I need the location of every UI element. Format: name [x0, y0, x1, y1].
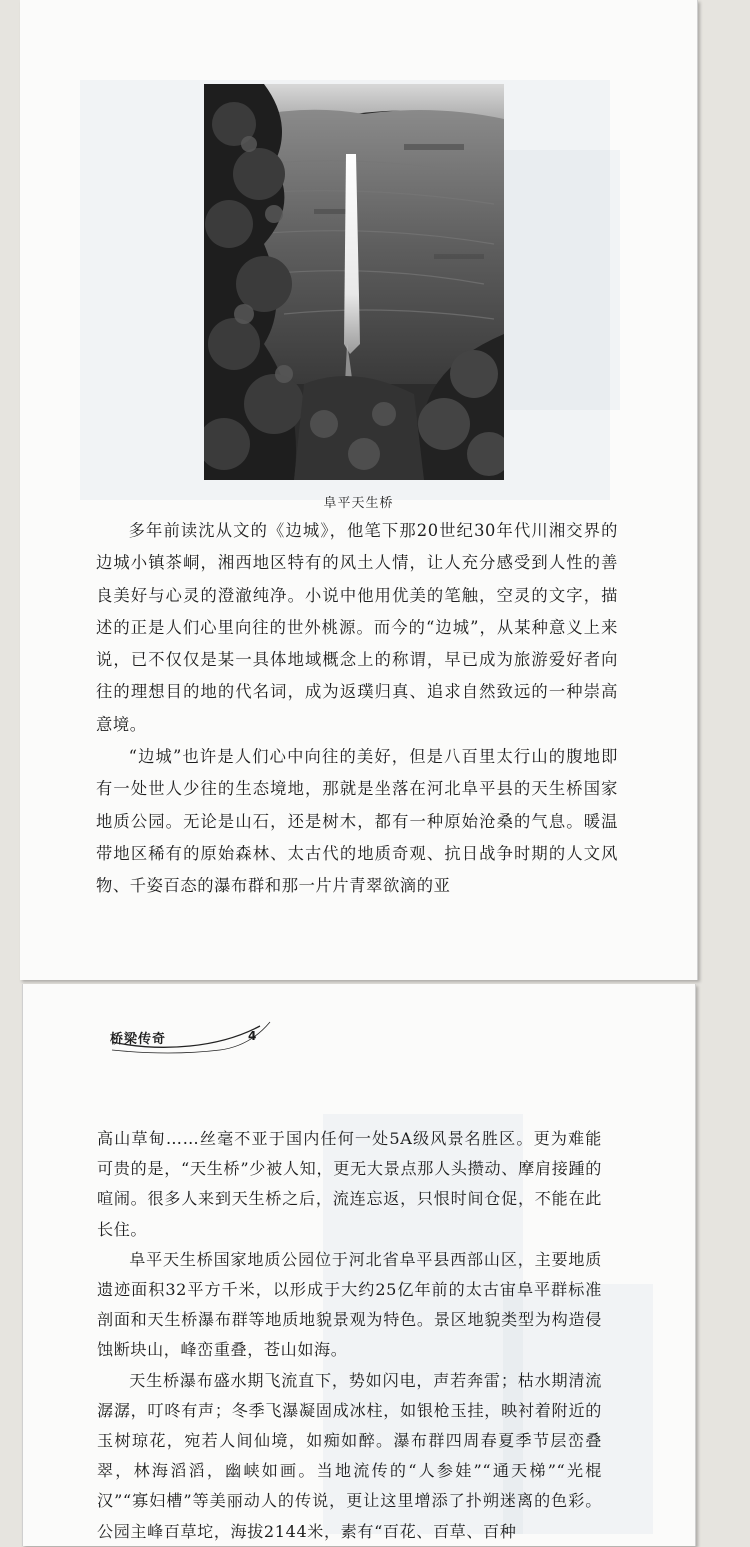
waterfall-photo	[204, 84, 504, 480]
photo-caption: 阜平天生桥	[323, 496, 394, 511]
paragraph: 高山草甸……丝毫不亚于国内任何一处5A级风景名胜区。更为难能可贵的是，“天生桥”少被人知，更无大景点那人头攒动、摩肩接踵的喧闹。很多人来到天生桥之后，流连忘返，只恨时间仓促，不能在此长住。	[97, 1129, 602, 1239]
running-header	[110, 1020, 330, 1056]
book-page-top	[20, 0, 698, 980]
running-title: 桥梁传奇	[110, 1032, 167, 1047]
paragraph: 阜平天生桥国家地质公园位于河北省阜平县西部山区，主要地质遗迹面积32平方千米，以形成于大约25亿年前的太古宙阜平群标准剖面和天生桥瀑布群等地质地貌景观为特色。景区地貌类型为构造侵蚀断块山，峰峦重叠，苍山如海。	[97, 1249, 602, 1360]
body-text-top	[96, 515, 618, 903]
paragraph: 天生桥瀑布盛水期飞流直下，势如闪电，声若奔雷；枯水期清流潺潺，叮咚有声；冬季飞瀑凝固成冰柱，如银枪玉挂，映衬着附近的玉树琼花，宛若人间仙境，如痴如醉。瀑布群四周春夏季节层峦叠翠，林海滔滔，幽峡如画。当地流传的“人参娃”“通天梯”“光棍汉”“寡妇槽”等美丽动人的传说，更让这里增添了扑朔迷离的色彩。公园主峰百草坨，海拔2144米，素有“百花、百草、百种	[97, 1370, 602, 1541]
page-number: 4	[248, 1029, 257, 1043]
paragraph: 多年前读沈从文的《边城》，他笔下那20世纪30年代川湘交界的边城小镇茶峒，湘西地区特有的风土人情，让人充分感受到人性的善良美好与心灵的澄澈纯净。小说中他用优美的笔触，空灵的文字，描述的正是人们心里向往的世外桃源。而今的“边城”，从某种意义上来说，已不仅仅是某一具体地域概念上的称谓，早已成为旅游爱好者向往的理想目的地的代名词，成为返璞归真、追求自然致远的一种崇高意境。	[96, 521, 618, 734]
body-text-bottom	[97, 1124, 602, 1547]
paragraph: “边城”也许是人们心中向往的美好，但是八百里太行山的腹地即有一处世人少往的生态境地，那就是坐落在河北阜平县的天生桥国家地质公园。无论是山石，还是树木，都有一种原始沧桑的气息。暖温带地区稀有的原始森林、太古代的地质奇观、抗日战争时期的人文风物、千姿百态的瀑布群和那一片片青翠欲滴的亚	[96, 747, 618, 896]
